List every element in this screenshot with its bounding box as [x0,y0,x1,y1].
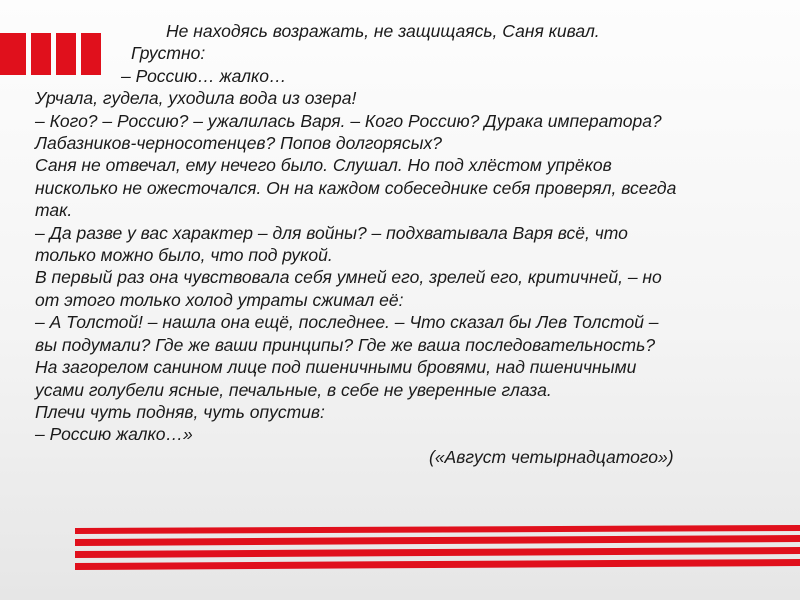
text-line: – А Толстой! – нашла она ещё, последнее. – Что сказал бы Лев Толстой – [35,312,659,333]
text-line: – Кого? – Россию? – ужалилась Варя. – Кого Россию? Дурака императора? [35,110,662,131]
text-line: Не находясь возражать, не защищаясь, Саня кивал. [166,21,600,41]
text-line: так. [35,200,73,221]
red-stripe [75,547,800,558]
text-line: от этого только холод утраты сжимал её: [35,289,404,310]
text-line: – Да разве у вас характер – для войны? – подхватывала Варя всё, что [35,222,628,243]
red-stripe [75,559,800,570]
red-stripe [75,535,800,546]
source-citation: («Август четырнадцатого») [429,446,674,467]
red-block [0,33,26,75]
text-line: – Россию жалко…» [35,424,193,445]
text-line: Урчала, гудела, уходила вода из озера! [35,88,357,109]
quote-text [35,20,780,468]
red-stripe [75,525,800,534]
decor-red-stripes [0,525,800,600]
text-line: Лабазников-черносотенцев? Попов долгорясых? [35,133,442,154]
text-line: – Россию… жалко… [121,65,287,86]
text-line: вы подумали? Где же ваши принципы? Где же ваша последовательность? [35,334,656,355]
text-line: только можно было, что под рукой. [35,245,333,266]
text-line: Саня не отвечал, ему нечего было. Слушал. Но под хлёстом упрёков [35,155,612,176]
text-line: На загорелом санином лице под пшеничными бровями, над пшеничными [35,357,637,378]
text-line: В первый раз она чувствовала себя умней его, зрелей его, критичней, – но [35,267,662,288]
text-line: нисколько не ожесточался. Он на каждом собеседнике себя проверял, всегда [35,177,677,198]
text-line: усами голубели ясные, печальные, в себе не уверенные глаза. [35,379,552,400]
text-line: Грустно: [131,43,206,64]
text-line: Плечи чуть подняв, чуть опустив: [35,401,325,422]
